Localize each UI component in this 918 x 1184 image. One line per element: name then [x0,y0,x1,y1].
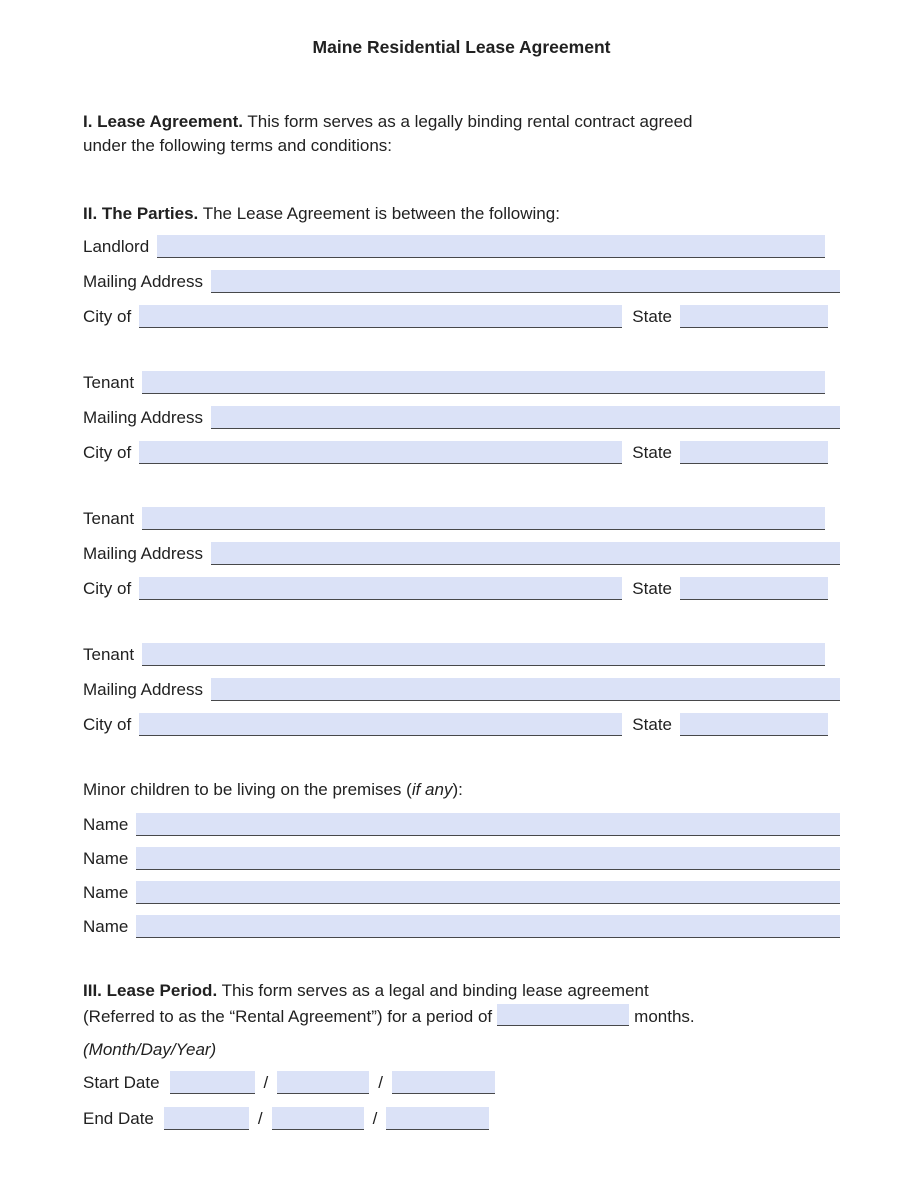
tenant-label: Tenant [83,645,135,664]
tenant-label: Tenant [83,509,135,528]
start-date-row [83,1070,840,1094]
tenant-label: Tenant [83,373,135,392]
date-separator: / [257,1109,263,1128]
start-date-year-field[interactable] [392,1071,495,1094]
tenant-1-city-state-row [83,440,840,464]
end-date-row [83,1106,840,1130]
tenant-3-mailing-address-field[interactable] [211,678,840,701]
start-date-label: Start Date [83,1073,160,1092]
name-label: Name [83,917,129,936]
city-of-label: City of [83,715,132,734]
tenant-2-name-field[interactable] [142,507,825,530]
section-parties-heading: II. The Parties. [83,204,199,223]
date-separator: / [378,1073,384,1092]
section-lease-period [83,978,840,1130]
landlord-state-field[interactable] [680,305,828,328]
tenant-1-mailing-address-field[interactable] [211,406,840,429]
end-date-label: End Date [83,1109,154,1128]
state-label: State [632,715,672,734]
name-label: Name [83,883,129,902]
mailing-address-label: Mailing Address [83,272,204,291]
city-of-label: City of [83,307,132,326]
tenant-1-name-field[interactable] [142,371,825,394]
minor-child-name-1-field[interactable] [136,813,840,836]
date-separator: / [372,1109,378,1128]
end-date-month-field[interactable] [164,1107,249,1130]
state-label: State [632,443,672,462]
landlord-city-field[interactable] [139,305,622,328]
city-of-label: City of [83,579,132,598]
date-separator: / [263,1073,269,1092]
mailing-address-label: Mailing Address [83,544,204,563]
landlord-name-field[interactable] [157,235,825,258]
state-label: State [632,307,672,326]
minor-child-name-row [83,914,840,938]
minor-children-rows [83,812,840,938]
tenant-2-mailing-address-field[interactable] [211,542,840,565]
minor-children-intro [83,778,840,802]
tenant-3-mailing-row [83,677,840,701]
tenant-1-name-row [83,370,840,394]
section-parties-paragraph [83,202,840,226]
section-period-body-line2-before: (Referred to as the “Rental Agreement”) for a period of [83,1007,493,1026]
minor-children-intro-before: Minor children to be living on the premises ( [83,780,412,799]
mailing-address-label: Mailing Address [83,680,204,699]
section-period-heading: III. Lease Period. [83,981,218,1000]
tenant-1-mailing-row [83,405,840,429]
minor-child-name-row [83,880,840,904]
tenant-2-city-state-row [83,576,840,600]
landlord-block [83,234,840,328]
end-date-year-field[interactable] [386,1107,489,1130]
tenant-1-city-field[interactable] [139,441,622,464]
tenant-2-mailing-row [83,541,840,565]
landlord-city-state-row [83,304,840,328]
section-period-body-line1: This form serves as a legal and binding lease agreement [221,981,649,1000]
tenant-3-name-field[interactable] [142,643,825,666]
lease-period-dates [83,1070,840,1130]
tenant-1-state-field[interactable] [680,441,828,464]
lease-period-months-field[interactable] [497,1004,629,1026]
minor-child-name-row [83,812,840,836]
start-date-month-field[interactable] [170,1071,255,1094]
landlord-mailing-row [83,269,840,293]
tenant-3-city-field[interactable] [139,713,622,736]
section-period-body-line2-after: months. [634,1007,695,1026]
tenant-2-name-row [83,506,840,530]
tenant-2-city-field[interactable] [139,577,622,600]
tenant-2-state-field[interactable] [680,577,828,600]
end-date-day-field[interactable] [272,1107,364,1130]
tenant-2-block [83,506,840,600]
parties-blocks [83,234,840,736]
section-lease-body-line2: under the following terms and conditions: [83,136,393,155]
date-format-note: (Month/Day/Year) [83,1040,217,1059]
landlord-label: Landlord [83,237,150,256]
tenant-3-name-row [83,642,840,666]
start-date-day-field[interactable] [277,1071,369,1094]
landlord-mailing-address-field[interactable] [211,270,840,293]
section-lease-body-line1: This form serves as a legally binding rental contract agreed [247,112,693,131]
lease-period-line-2 [83,1004,840,1030]
tenant-3-block [83,642,840,736]
mailing-address-label: Mailing Address [83,408,204,427]
minor-children-intro-italic: if any [411,780,453,799]
city-of-label: City of [83,443,132,462]
tenant-3-state-field[interactable] [680,713,828,736]
document-title: Maine Residential Lease Agreement [312,37,611,57]
minor-child-name-row [83,846,840,870]
name-label: Name [83,849,129,868]
tenant-3-city-state-row [83,712,840,736]
minor-children-intro-after: ): [452,780,463,799]
minor-child-name-2-field[interactable] [136,847,840,870]
section-lease-heading: I. Lease Agreement. [83,112,243,131]
landlord-name-row [83,234,840,258]
section-lease-paragraph [83,110,840,158]
state-label: State [632,579,672,598]
section-parties-intro: The Lease Agreement is between the following: [202,204,560,223]
tenant-1-block [83,370,840,464]
minor-child-name-3-field[interactable] [136,881,840,904]
lease-period-line-1 [83,978,840,1004]
minor-child-name-4-field[interactable] [136,915,840,938]
name-label: Name [83,815,129,834]
